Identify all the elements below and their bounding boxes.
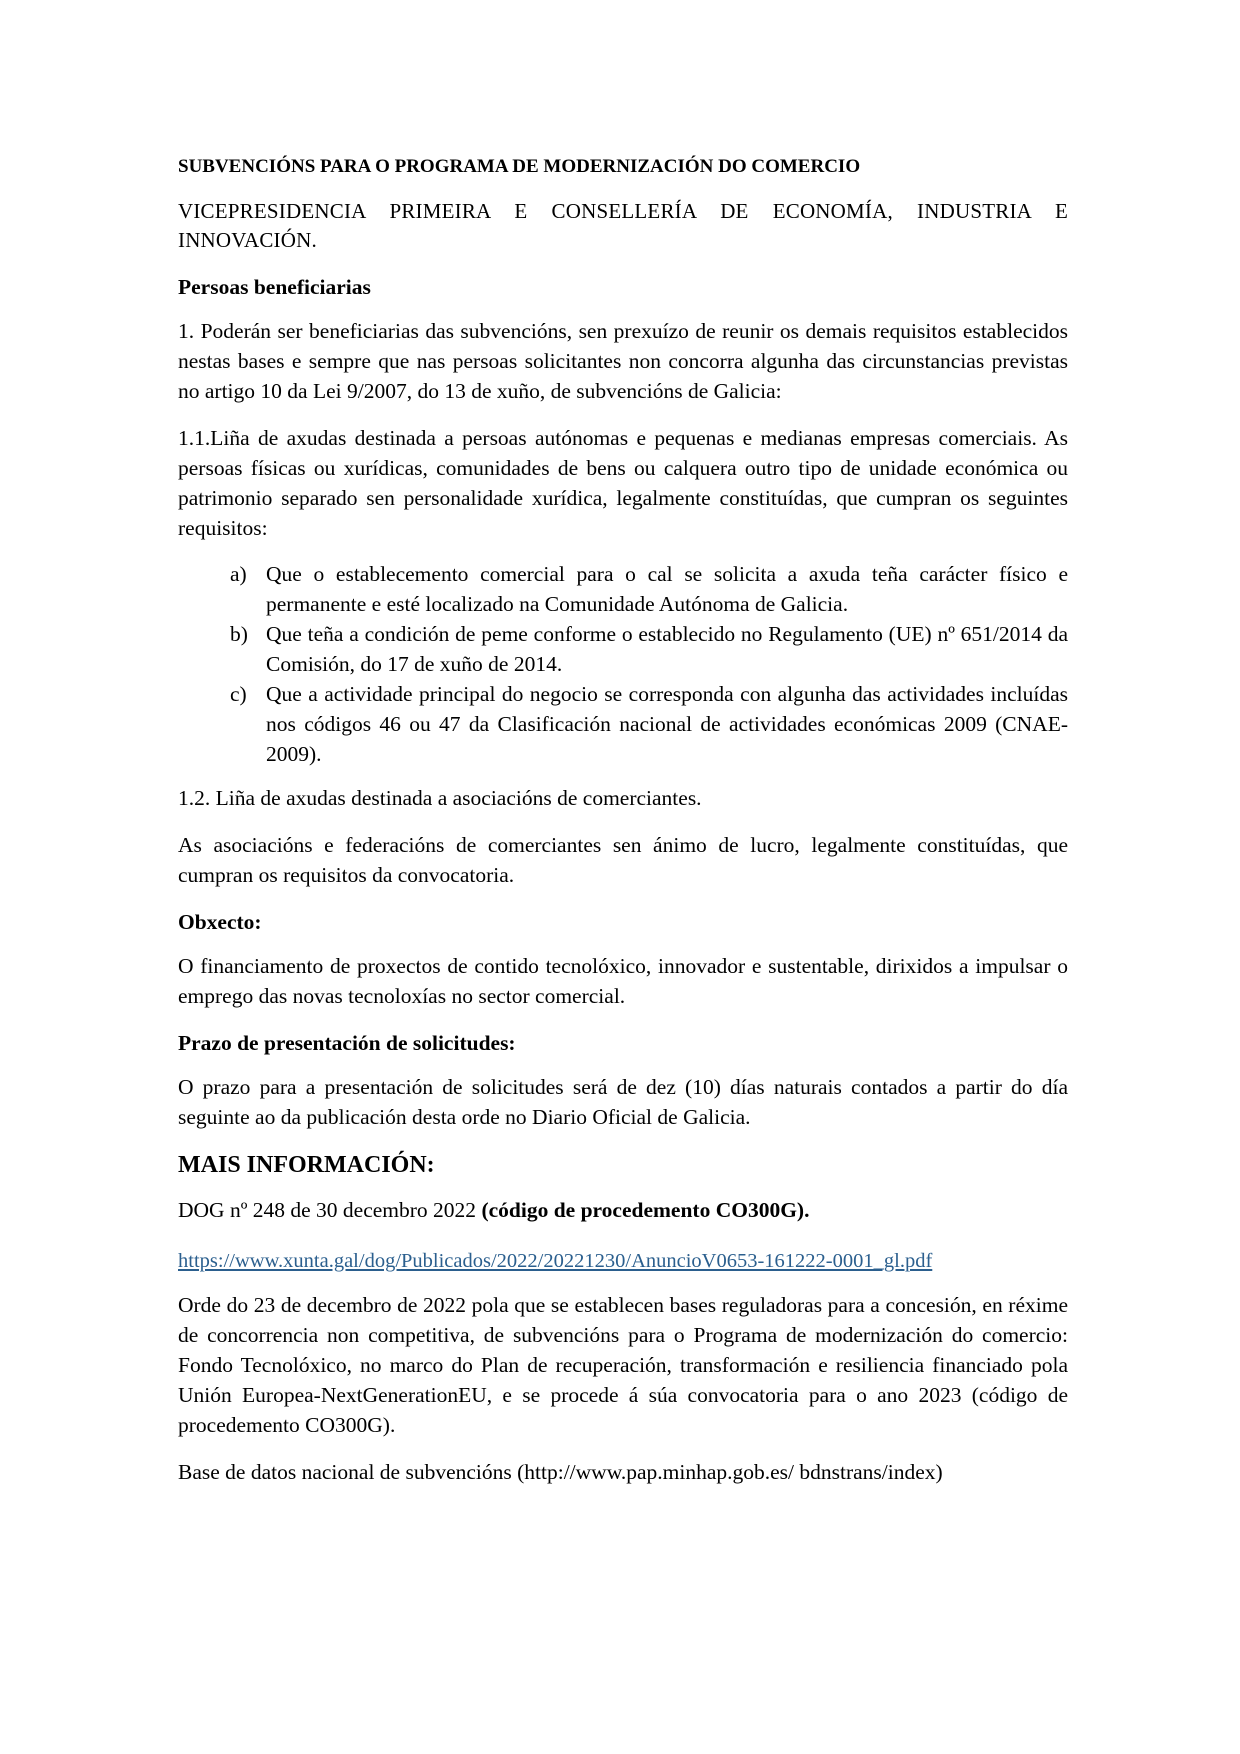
requirement-text: Que a actividade principal do negocio se corresponda con algunha das actividades incluídas nos códigos 46 ou 47 da Clasificación nacional de actividades económicas 2009 (CNAE-2009). bbox=[266, 682, 1068, 766]
requirement-marker: a) bbox=[230, 562, 247, 586]
requirement-marker: c) bbox=[230, 682, 247, 706]
associations-text: As asociacións e federacións de comerciantes sen ánimo de lucro, legalmente constituídas, que cumpran os requisitos da convocatoria. bbox=[178, 833, 1068, 887]
deadline-heading: Prazo de presentación de solicitudes: bbox=[178, 1031, 516, 1055]
procedure-code: (código de procedemento CO300G). bbox=[481, 1198, 810, 1222]
order-text: Orde do 23 de decembro de 2022 pola que se establecen bases reguladoras para a concesión, en réxime de concorrencia non competitiva, de subvencións para o Programa de modernización do comercio: Fondo Tecnolóxico, no marco do Plan de recuperación, transformación e resiliencia financiado pola Unión Europea-NextGenerationEU, e se procede á súa convocatoria para o ano 2023 (código de procedemento CO300G). bbox=[178, 1293, 1068, 1437]
department-name: VICEPRESIDENCIA PRIMEIRA E CONSELLERÍA DE ECONOMÍA, INDUSTRIA E INNOVACIÓN. bbox=[178, 199, 1068, 252]
requirement-text: Que o establecemento comercial para o cal se solicita a axuda teña carácter físico e permanente e esté localizado na Comunidade Autónoma de Galicia. bbox=[266, 562, 1068, 616]
more-info-heading: MAIS INFORMACIÓN: bbox=[178, 1152, 435, 1178]
document-page bbox=[178, 150, 1068, 1487]
beneficiaries-line-1: 1.1.Liña de axudas destinada a persoas autónomas e pequenas e medianas empresas comerciais. As persoas físicas ou xurídicas, comunidades de bens ou calquera outro tipo de unidade económica ou patrimonio separado sen personalidade xurídica, legalmente constituídas, que cumpran os seguintes requisitos: bbox=[178, 426, 1068, 540]
object-heading: Obxecto: bbox=[178, 910, 262, 934]
document-title: SUBVENCIÓNS PARA O PROGRAMA DE MODERNIZACIÓN DO COMERCIO bbox=[178, 156, 861, 177]
requirement-marker: b) bbox=[230, 622, 248, 646]
requirement-item bbox=[178, 619, 1068, 679]
deadline-text: O prazo para a presentación de solicitudes será de dez (10) días naturais contados a partir do día seguinte ao da publicación desta orde no Diario Oficial de Galicia. bbox=[178, 1075, 1068, 1129]
requirement-text: Que teña a condición de peme conforme o establecido no Regulamento (UE) nº 651/2014 da Comisión, do 17 de xuño de 2014. bbox=[266, 622, 1068, 676]
beneficiaries-heading: Persoas beneficiarias bbox=[178, 275, 371, 299]
dog-reference bbox=[178, 1195, 1068, 1225]
requirements-list bbox=[178, 559, 1068, 769]
beneficiaries-line-2: 1.2. Liña de axudas destinada a asociacións de comerciantes. bbox=[178, 786, 702, 810]
requirement-item bbox=[178, 559, 1068, 619]
dog-link-line bbox=[178, 1245, 1068, 1276]
dog-link[interactable]: https://www.xunta.gal/dog/Publicados/2022/20221230/AnuncioV0653-161222-0001_gl.pdf bbox=[178, 1250, 933, 1272]
beneficiaries-intro: 1. Poderán ser beneficiarias das subvencións, sen prexuízo de reunir os demais requisitos establecidos nestas bases e sempre que nas persoas solicitantes non concorra algunha das circunstancias previstas no artigo 10 da Lei 9/2007, do 13 de xuño, de subvencións de Galicia: bbox=[178, 319, 1068, 403]
database-text: Base de datos nacional de subvencións (http://www.pap.minhap.gob.es/ bdnstrans/index) bbox=[178, 1460, 943, 1484]
object-text: O financiamento de proxectos de contido tecnolóxico, innovador e sustentable, dirixidos a impulsar o emprego das novas tecnoloxías no sector comercial. bbox=[178, 954, 1068, 1008]
requirement-item bbox=[178, 679, 1068, 769]
dog-reference-text: DOG nº 248 de 30 decembro 2022 bbox=[178, 1198, 482, 1222]
